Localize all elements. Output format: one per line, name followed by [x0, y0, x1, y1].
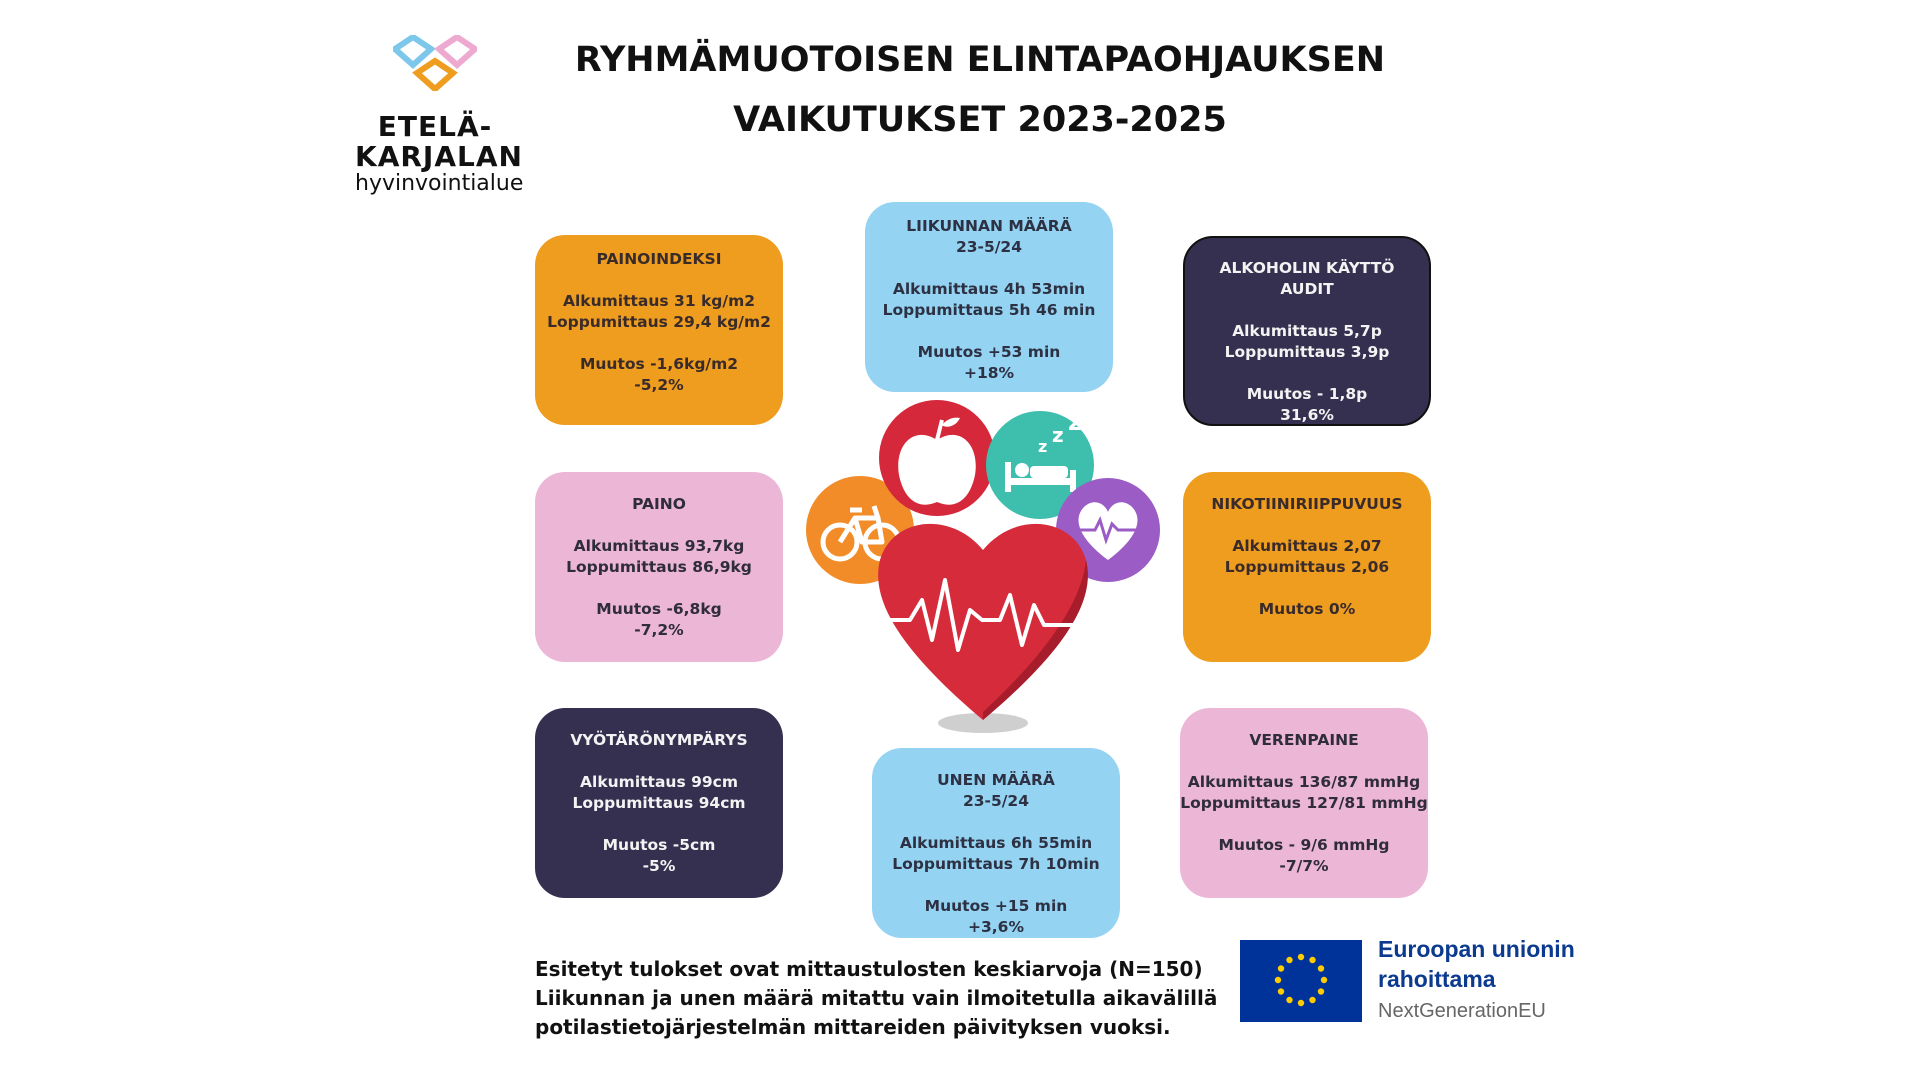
card-change: Muutos -6,8kg: [596, 600, 722, 618]
card-end: Loppumittaus 86,9kg: [566, 558, 752, 576]
card-vyotaro: [535, 708, 783, 898]
logo-line-3: hyvinvointialue: [355, 171, 524, 196]
card-change: Muutos -5cm: [602, 836, 716, 854]
eu-flag-icon: [1240, 940, 1362, 1022]
page-title: [560, 30, 1400, 150]
logo-line-2: KARJALAN: [355, 140, 523, 173]
card-end: Loppumittaus 5h 46 min: [882, 301, 1096, 319]
footnote: [535, 955, 1255, 1042]
card-nikotiini: [1183, 472, 1431, 662]
card-end: Loppumittaus 127/81 mmHg: [1180, 794, 1428, 812]
eu-line-1: Euroopan unionin: [1378, 936, 1575, 962]
card-pct: -7,2%: [634, 621, 684, 639]
logo: [355, 35, 525, 205]
card-start: Alkumittaus 4h 53min: [892, 280, 1086, 298]
card-end: Loppumittaus 2,06: [1224, 558, 1390, 576]
card-start: Alkumittaus 93,7kg: [573, 537, 745, 555]
card-title: LIIKUNNAN MÄÄRÄ: [906, 217, 1072, 235]
card-sub: AUDIT: [1280, 280, 1334, 298]
card-start: Alkumittaus 2,07: [1232, 537, 1382, 555]
card-change: Muutos +53 min: [917, 343, 1061, 361]
card-alkoholi: [1183, 236, 1431, 426]
card-verenpaine: [1180, 708, 1428, 898]
title-line-2: VAIKUTUKSET 2023-2025: [733, 100, 1227, 140]
card-change: Muutos - 1,8p: [1246, 385, 1368, 403]
card-sub: 23-5/24: [962, 792, 1030, 810]
apple-icon: [879, 400, 995, 516]
card-change: Muutos +15 min: [924, 897, 1068, 915]
card-title: PAINO: [632, 495, 686, 513]
card-end: Loppumittaus 7h 10min: [892, 855, 1100, 873]
card-pct: 31,6%: [1280, 406, 1334, 424]
eu-line-3: NextGenerationEU: [1378, 1000, 1546, 1022]
card-sub: 23-5/24: [955, 238, 1023, 256]
logo-line-1: ETELÄ-: [377, 110, 493, 143]
eu-line-2: rahoittama: [1378, 966, 1496, 992]
card-title: PAINOINDEKSI: [596, 250, 722, 268]
footnote-line-3: potilastietojärjestelmän mittareiden päivityksen vuoksi.: [535, 1015, 1171, 1039]
eu-funding-logo: [1240, 936, 1620, 1055]
logo-diamonds-icon: [393, 35, 477, 91]
svg-text:z: z: [1052, 423, 1064, 447]
card-title: VYÖTÄRÖNYMPÄRYS: [570, 731, 748, 749]
svg-text:z: z: [1038, 437, 1048, 456]
svg-text:z: z: [1068, 408, 1082, 436]
card-painoindeksi: [535, 235, 783, 425]
card-change: Muutos - 9/6 mmHg: [1218, 836, 1390, 854]
footnote-line-1: Esitetyt tulokset ovat mittaustulosten keskiarvoja (N=150): [535, 957, 1203, 981]
card-change: Muutos 0%: [1258, 600, 1356, 618]
card-pct: -7/7%: [1279, 857, 1329, 875]
card-start: Alkumittaus 136/87 mmHg: [1187, 773, 1421, 791]
card-end: Loppumittaus 94cm: [572, 794, 746, 812]
card-pct: -5,2%: [634, 376, 684, 394]
card-pct: -5%: [642, 857, 676, 875]
card-start: Alkumittaus 6h 55min: [899, 834, 1093, 852]
card-end: Loppumittaus 3,9p: [1224, 343, 1390, 361]
card-pct: +3,6%: [968, 918, 1024, 936]
card-paino: [535, 472, 783, 662]
card-pct: +18%: [963, 364, 1015, 382]
health-illustration: [800, 400, 1180, 740]
card-change: Muutos -1,6kg/m2: [579, 355, 739, 373]
card-uni: [872, 748, 1120, 938]
card-start: Alkumittaus 5,7p: [1232, 322, 1382, 340]
card-end: Loppumittaus 29,4 kg/m2: [547, 313, 771, 331]
card-title: NIKOTIINIRIIPPUVUUS: [1211, 495, 1403, 513]
footnote-line-2: Liikunnan ja unen määrä mitattu vain ilmoitetulla aikavälillä: [535, 986, 1218, 1010]
card-title: UNEN MÄÄRÄ: [937, 771, 1055, 789]
title-line-1: RYHMÄMUOTOISEN ELINTAPAOHJAUKSEN: [574, 40, 1386, 80]
card-liikunta: [865, 202, 1113, 392]
card-title: VERENPAINE: [1249, 731, 1359, 749]
card-start: Alkumittaus 31 kg/m2: [562, 292, 756, 310]
card-start: Alkumittaus 99cm: [580, 773, 738, 791]
card-title: ALKOHOLIN KÄYTTÖ: [1219, 259, 1395, 277]
heart-icon: [878, 524, 1090, 720]
